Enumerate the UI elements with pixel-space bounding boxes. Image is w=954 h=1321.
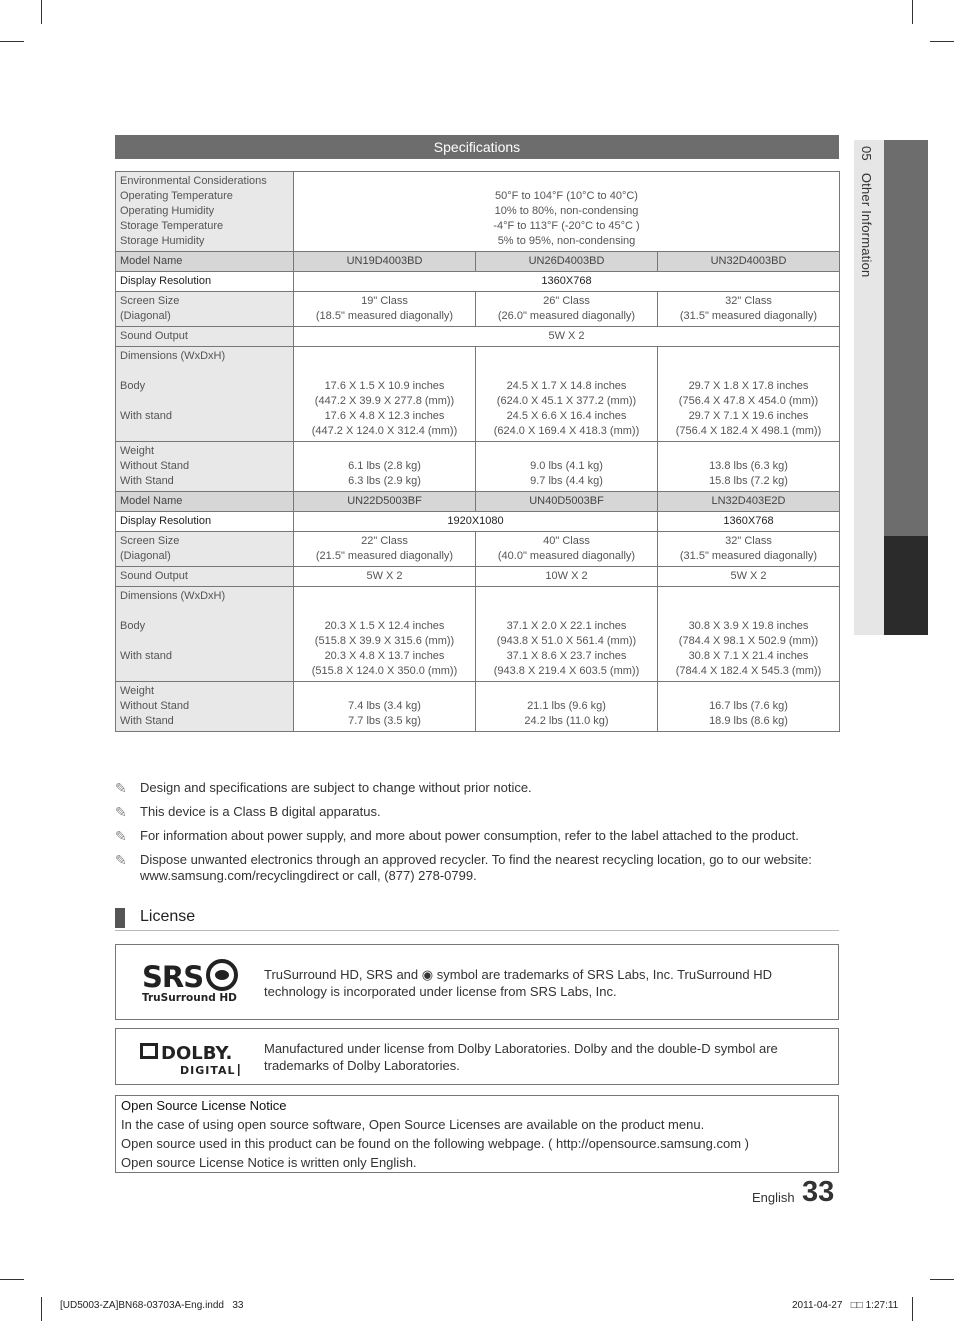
model-cell: LN32D403E2D <box>658 492 840 512</box>
model-cell: UN22D5003BF <box>294 492 476 512</box>
weight-row <box>116 682 840 732</box>
sound-output-label: Sound Output <box>116 327 294 347</box>
dolby-license-box <box>115 1028 839 1085</box>
side-tab-label <box>859 146 874 277</box>
model-cell: UN19D4003BD <box>294 252 476 272</box>
crop-mark <box>41 0 42 24</box>
model-cell: UN40D5003BF <box>476 492 658 512</box>
notes-list <box>115 780 839 892</box>
note-item: ✎ Design and specifications are subject to change without prior notice. <box>115 780 532 796</box>
model-name-row <box>116 252 840 272</box>
pencil-icon: ✎ <box>115 780 127 796</box>
sound-output-row <box>116 327 840 347</box>
sound-cell: 5W X 2 <box>294 327 840 347</box>
screen-cell: 19" Class (18.5" measured diagonally) <box>294 292 476 327</box>
license-title: License <box>140 908 196 925</box>
open-source-title: Open Source License Notice <box>121 1098 287 1113</box>
dimensions-cell: 17.6 X 1.5 X 10.9 inches (447.2 X 39.9 X 277.8 (mm)) 17.6 X 4.8 X 12.3 inches (447.2 X 124.0 X 312.4 (mm)) <box>294 347 476 442</box>
weight-label: Weight Without Stand With Stand <box>116 442 294 492</box>
environment-row <box>116 172 840 252</box>
page-number: 33 <box>802 1176 835 1208</box>
resolution-cell: 1920X1080 <box>294 512 658 532</box>
dimensions-cell: 37.1 X 2.0 X 22.1 inches (943.8 X 51.0 X 561.4 (mm)) 37.1 X 8.6 X 23.7 inches (943.8 X 219.4 X 603.5 (mm)) <box>476 587 658 682</box>
dolby-logo-subtitle: DIGITAL <box>180 1064 236 1077</box>
weight-cell: 9.0 lbs (4.1 kg) 9.7 lbs (4.4 kg) <box>476 442 658 492</box>
license-heading <box>115 906 839 931</box>
pencil-icon: ✎ <box>115 804 127 820</box>
print-slug-date: 2011-04-27 □□ 1:27:11 <box>792 1300 899 1311</box>
note-item: ✎ Dispose unwanted electronics through an approved recycler. To find the nearest recycling location, go to our website: www.samsung.com/recyclingdirect or call, (877) 278-0799. <box>115 852 812 883</box>
srs-symbol-icon: ◉ <box>421 967 434 982</box>
screen-size-label: Screen Size (Diagonal) <box>116 532 294 567</box>
srs-logo-subtitle: TruSurround HD <box>142 992 237 1004</box>
srs-logo <box>140 959 240 1005</box>
weight-cell: 6.1 lbs (2.8 kg) 6.3 lbs (2.9 kg) <box>294 442 476 492</box>
dolby-logo <box>140 1039 242 1079</box>
open-source-line: Open source License Notice is written only English. <box>121 1155 417 1170</box>
model-cell: UN26D4003BD <box>476 252 658 272</box>
sound-cell: 10W X 2 <box>476 567 658 587</box>
weight-row <box>116 442 840 492</box>
dimensions-row <box>116 587 840 682</box>
dimensions-label: Dimensions (WxDxH) Body With stand <box>116 347 294 442</box>
dimensions-cell: 29.7 X 1.8 X 17.8 inches (756.4 X 47.8 X 454.0 (mm)) 29.7 X 7.1 X 19.6 inches (756.4 X 182.4 X 498.1 (mm)) <box>658 347 840 442</box>
sound-cell: 5W X 2 <box>658 567 840 587</box>
crop-mark <box>41 1297 42 1321</box>
crop-mark <box>930 41 954 42</box>
crop-mark <box>930 1279 954 1280</box>
screen-cell: 26" Class (26.0" measured diagonally) <box>476 292 658 327</box>
open-source-line: In the case of using open source software, Open Source Licenses are available on the product menu. <box>121 1117 705 1132</box>
screen-cell: 32" Class (31.5" measured diagonally) <box>658 532 840 567</box>
dimensions-cell: 24.5 X 1.7 X 14.8 inches (624.0 X 45.1 X 377.2 (mm)) 24.5 X 6.6 X 16.4 inches (624.0 X 169.4 X 418.3 (mm)) <box>476 347 658 442</box>
model-name-label: Model Name <box>116 252 294 272</box>
crop-mark <box>912 0 913 24</box>
environment-labels: Environmental Considerations Operating Temperature Operating Humidity Storage Temperature Storage Humidity <box>116 172 294 252</box>
screen-size-label: Screen Size (Diagonal) <box>116 292 294 327</box>
environment-values: 50°F to 104°F (10°C to 40°C) 10% to 80%, non-condensing -4°F to 113°F (-20°C to 45°C ) 5% to 95%, non-condensing <box>294 172 840 252</box>
screen-cell: 22" Class (21.5" measured diagonally) <box>294 532 476 567</box>
weight-label: Weight Without Stand With Stand <box>116 682 294 732</box>
display-resolution-label: Display Resolution <box>116 512 294 532</box>
srs-logo-text: SRS <box>142 960 204 994</box>
weight-cell: 21.1 lbs (9.6 kg) 24.2 lbs (11.0 kg) <box>476 682 658 732</box>
resolution-cell: 1360X768 <box>294 272 840 292</box>
model-cell: UN32D4003BD <box>658 252 840 272</box>
screen-size-row <box>116 532 840 567</box>
srs-license-text: TruSurround HD, SRS and ◉ symbol are trademarks of SRS Labs, Inc. TruSurround HD technology is incorporated under license from SRS Labs, Inc. <box>264 967 772 999</box>
note-item: ✎ This device is a Class B digital apparatus. <box>115 804 381 820</box>
sound-output-label: Sound Output <box>116 567 294 587</box>
side-tab-bar <box>884 140 928 536</box>
dimensions-cell: 30.8 X 3.9 X 19.8 inches (784.4 X 98.1 X 502.9 (mm)) 30.8 X 7.1 X 21.4 inches (784.4 X 182.4 X 545.3 (mm)) <box>658 587 840 682</box>
display-resolution-row <box>116 512 840 532</box>
model-name-row <box>116 492 840 512</box>
recycling-link[interactable]: www.samsung.com/recyclingdirect or call, (877) 278-0799. <box>140 868 477 883</box>
srs-license-box <box>115 944 839 1020</box>
dimensions-label: Dimensions (WxDxH) Body With stand <box>116 587 294 682</box>
display-resolution-row <box>116 272 840 292</box>
sound-cell: 5W X 2 <box>294 567 476 587</box>
specifications-title: Specifications <box>115 135 839 159</box>
open-source-notice-box <box>115 1095 839 1173</box>
print-slug-file: [UD5003-ZA]BN68-03703A-Eng.indd 33 <box>60 1300 244 1311</box>
resolution-cell: 1360X768 <box>658 512 840 532</box>
side-tab-section: 05 <box>859 146 874 161</box>
side-tab-marker <box>884 536 928 635</box>
open-source-line: Open source used in this product can be found on the following webpage. ( http://opensource.samsung.com ) <box>121 1136 749 1151</box>
side-tab-title: Other Information <box>859 172 874 278</box>
weight-cell: 13.8 lbs (6.3 kg) 15.8 lbs (7.2 kg) <box>658 442 840 492</box>
dolby-logo-text: DOLBY. <box>161 1043 233 1064</box>
model-name-label: Model Name <box>116 492 294 512</box>
display-resolution-label: Display Resolution <box>116 272 294 292</box>
screen-cell: 40" Class (40.0" measured diagonally) <box>476 532 658 567</box>
sound-output-row <box>116 567 840 587</box>
crop-mark <box>912 1297 913 1321</box>
dimensions-row <box>116 347 840 442</box>
crop-mark <box>0 41 24 42</box>
pencil-icon: ✎ <box>115 828 127 844</box>
dimensions-cell: 20.3 X 1.5 X 12.4 inches (515.8 X 39.9 X 315.6 (mm)) 20.3 X 4.8 X 13.7 inches (515.8 X 124.0 X 350.0 (mm)) <box>294 587 476 682</box>
screen-cell: 32" Class (31.5" measured diagonally) <box>658 292 840 327</box>
pencil-icon: ✎ <box>115 852 127 868</box>
footer-language: English <box>752 1190 795 1205</box>
heading-bar <box>115 908 125 928</box>
crop-mark <box>0 1279 24 1280</box>
weight-cell: 16.7 lbs (7.6 kg) 18.9 lbs (8.6 kg) <box>658 682 840 732</box>
screen-size-row <box>116 292 840 327</box>
dolby-license-text: Manufactured under license from Dolby Laboratories. Dolby and the double-D symbol are trademarks of Dolby Laboratories. <box>264 1041 778 1073</box>
weight-cell: 7.4 lbs (3.4 kg) 7.7 lbs (3.5 kg) <box>294 682 476 732</box>
note-item: ✎ For information about power supply, and more about power consumption, refer to the label attached to the product. <box>115 828 799 844</box>
specifications-table <box>115 171 840 732</box>
